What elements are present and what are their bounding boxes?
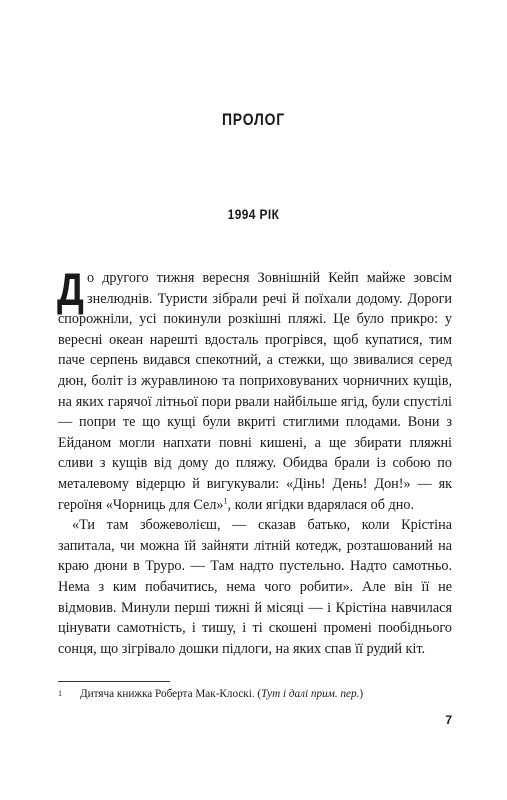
footnote-divider <box>58 681 170 682</box>
page-number: 7 <box>445 713 452 727</box>
footnote <box>58 687 452 701</box>
chapter-title: ПРОЛОГ <box>221 110 286 129</box>
footnote-italic: Тут і далі прим. пер. <box>261 688 360 700</box>
footnote-reference: 1 <box>223 495 228 505</box>
drop-cap: Д <box>57 263 84 315</box>
section-heading-year: 1994 РІК <box>227 206 280 222</box>
footnote-marker: 1 <box>58 689 62 698</box>
body-text <box>57 263 452 659</box>
footnote-text-end: ) <box>359 688 364 700</box>
paragraph-1-end: , коли ягідки вдарялася об дно. <box>227 496 414 513</box>
paragraph-1 <box>57 263 452 515</box>
paragraph-1-text: о другого тижня вересня Зовнішній Кейп майже зовсім знелюднів. Туристи зібрали речі й поїхали додому. Дороги спорожніли, усі покинули розкішні пляжі. Це було прикро: у вересні океан нарешті вдосталь прогрівся, щоб купатися, тим паче серпень видався спекотний, а стежки, що звивалися серед дюн, боліт із журавлиною та поприховуваних чорничних кущів, на яких гарячої літньої пори рвали найбільше ягід, були спустілі — попри те що кущі були вкриті стиглими плодами. Вони з Ейданом могли напхати повні кишені, а ще збирати пляжні сливи з кущів від дому до пляжу. Обидва брали із собою по металевому відерцю й вигукували: «Дінь! День! Дон!» — як героїня «Чорниць для Сел» <box>58 270 452 513</box>
paragraph-2: «Ти там збожеволієш, — сказав батько, коли Крістіна запитала, чи можна їй зайняти літній котедж, розташований на краю дюни в Труро. — Там надто пустельно. Надто самотньо. Нема з ким побачитись, нема чого робити». Але він її не відмовив. Минули перші тижні й місяці — і Крістіна навчилася цінувати самотність, і тишу, і ті скошені промені пообіднього сонця, що зігрівало дошки підлоги, на яких спав її рудий кіт. <box>58 517 452 657</box>
footnote-text: Дитяча книжка Роберта Мак-Клоскі. ( <box>80 688 262 700</box>
